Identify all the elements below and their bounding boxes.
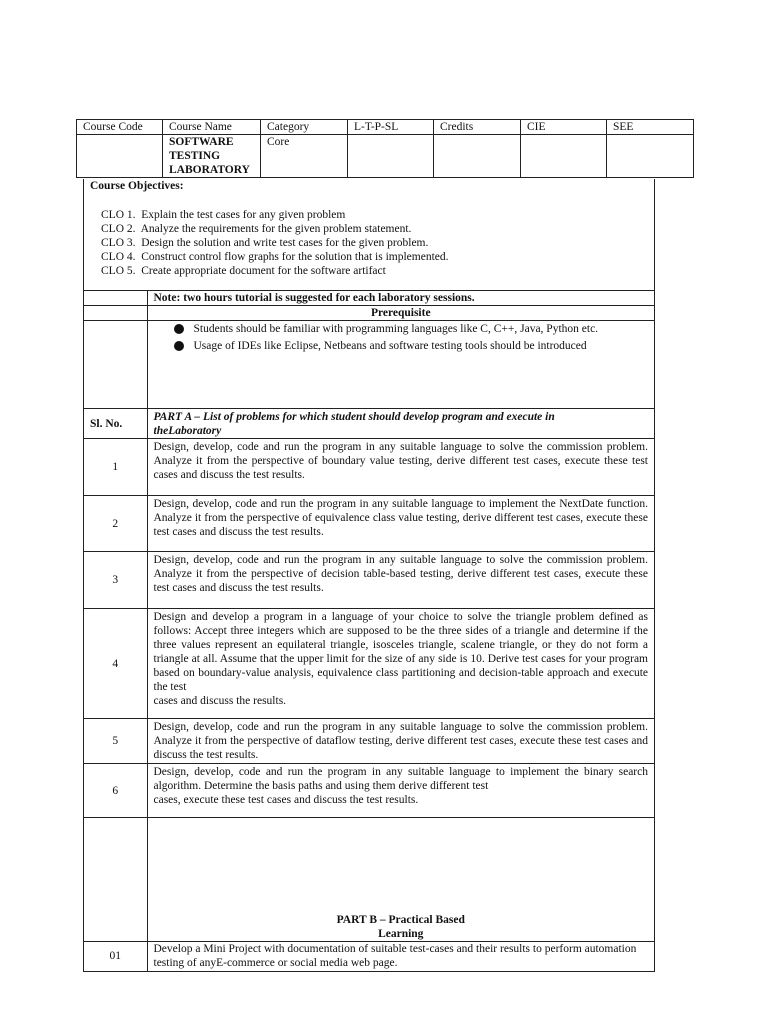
clo-item [90,208,654,222]
col-course-name: Course Name [163,120,261,135]
prerequisite-title: Prerequisite [147,306,654,321]
row-number: 01 [84,942,147,971]
col-credits: Credits [434,120,521,135]
row-number: 6 [84,764,147,818]
note-blank [84,291,147,306]
note-text: Note: two hours tutorial is suggested for each laboratory sessions. [147,291,654,306]
row-text-tail: cases, execute these test cases and discuss the test results. [153,794,419,806]
partA-title [147,409,654,439]
clo-code: CLO 5. [101,265,136,277]
prerequisite-title-row [84,306,654,321]
partB-header-row [84,818,654,942]
row-text: Design, develop, code and run the program in any suitable language to solve the commission problem. Analyze it from the perspective of boundary value testing, derive different test cases, execute these test cases and discuss the test results. [147,439,654,496]
course-name-line: LABORATORY [169,164,250,176]
partA-title-line: theLaboratory [153,425,222,437]
course-values-row [77,135,694,178]
see-value [607,135,694,178]
clo-item [90,264,654,278]
row-number: 1 [84,439,147,496]
syllabus-body [83,179,655,972]
prerequisite-item [162,338,649,355]
sl-no-header: Sl. No. [84,409,147,439]
clo-text: Explain the test cases for any given problem [141,209,346,221]
row-text-main: Design and develop a program in a language of your choice to solve the triangle problem defined as follows: Accept three integers which are supposed to be the three sides of a triangle and determine if the three values represent an equilateral triangle, isosceles triangle, scalene triangle, or they do not form a triangle at all. Assume that the upper limit for the size of any side is 10. Derive test cases for your program based on boundary-value analysis, equivalence class partitioning and decision-table approach and execute the test [153,611,648,693]
table-row [84,439,654,496]
course-name-line: SOFTWARE [169,136,234,148]
row-text: Design, develop, code and run the program in any suitable language to solve the commission problem. Analyze it from the perspective of decision table-based testing, derive different test cases, execute these test cases and discuss the test results. [147,552,654,609]
row-number: 3 [84,552,147,609]
table-row [84,719,654,764]
prerequisite-list [148,321,649,355]
course-name-value [163,135,261,178]
clo-text: Create appropriate document for the software artifact [141,265,386,277]
prerequisite-item [162,321,649,338]
category-value: Core [261,135,348,178]
table-row [84,764,654,818]
clo-code: CLO 4. [101,251,136,263]
table-row [84,496,654,552]
ltpsl-value [348,135,434,178]
bullet-icon [174,341,184,351]
cie-value [521,135,607,178]
prerequisite-text: Students should be familiar with programming languages like C, C++, Java, Python etc. [193,323,599,335]
col-course-code: Course Code [77,120,163,135]
partA-header-row [84,409,654,439]
col-see: SEE [607,120,694,135]
col-cie: CIE [521,120,607,135]
row-text [147,764,654,818]
clo-list [90,208,654,278]
course-name-line: TESTING [169,150,221,162]
prerequisite-list-cell [147,321,654,409]
partB-title-line: PART B – Practical Based [336,914,465,926]
clo-text: Construct control flow graphs for the solution that is implemented. [141,251,449,263]
prereq-blank-2 [84,321,147,409]
col-category: Category [261,120,348,135]
col-ltpsl: L-T-P-SL [348,120,434,135]
table-row [84,552,654,609]
header-row [77,120,694,135]
clo-item [90,222,654,236]
clo-item [90,236,654,250]
table-row [84,609,654,719]
prerequisite-row [84,321,654,409]
row-number: 5 [84,719,147,764]
partB-blank [84,818,147,942]
objectives-title: Course Objectives: [90,180,184,192]
row-text-tail: cases and discuss the results. [153,695,287,707]
partA-title-line: PART A – List of problems for which student should develop program and execute in [153,411,555,423]
partB-title-line: Learning [378,928,424,940]
row-number: 4 [84,609,147,719]
course-code-value [77,135,163,178]
row-text: Design, develop, code and run the program in any suitable language to implement the NextDate function. Analyze it from the perspective of equivalence class value testing, derive different test cases, execute these test cases and discuss the test results. [147,496,654,552]
note-row [84,291,654,306]
course-objectives [84,179,654,291]
clo-text: Analyze the requirements for the given problem statement. [140,223,412,235]
clo-text: Design the solution and write test cases for the given problem. [141,237,429,249]
lab-content-table [84,291,654,971]
row-text: Design, develop, code and run the program in any suitable language to solve the commission problem. Analyze it from the perspective of dataflow testing, derive different test cases, execute these test cases and discuss the test results. [147,719,654,764]
clo-code: CLO 3. [101,237,136,249]
credits-value [434,135,521,178]
partB-title [147,818,654,942]
bullet-icon [174,324,184,334]
prerequisite-text: Usage of IDEs like Eclipse, Netbeans and software testing tools should be introduced [193,340,587,352]
clo-code: CLO 2. [101,223,136,235]
table-row [84,942,654,971]
clo-item [90,250,654,264]
row-number: 2 [84,496,147,552]
row-text [147,609,654,719]
course-header-table [76,119,694,178]
row-text-main: Design, develop, code and run the program in any suitable language to implement the binary search algorithm. Determine the basis paths and using them derive different test [153,766,648,792]
clo-code: CLO 1. [101,209,136,221]
row-text: Develop a Mini Project with documentation of suitable test-cases and their results to perform automation testing of anyE-commerce or social media web page. [147,942,654,971]
prereq-blank [84,306,147,321]
